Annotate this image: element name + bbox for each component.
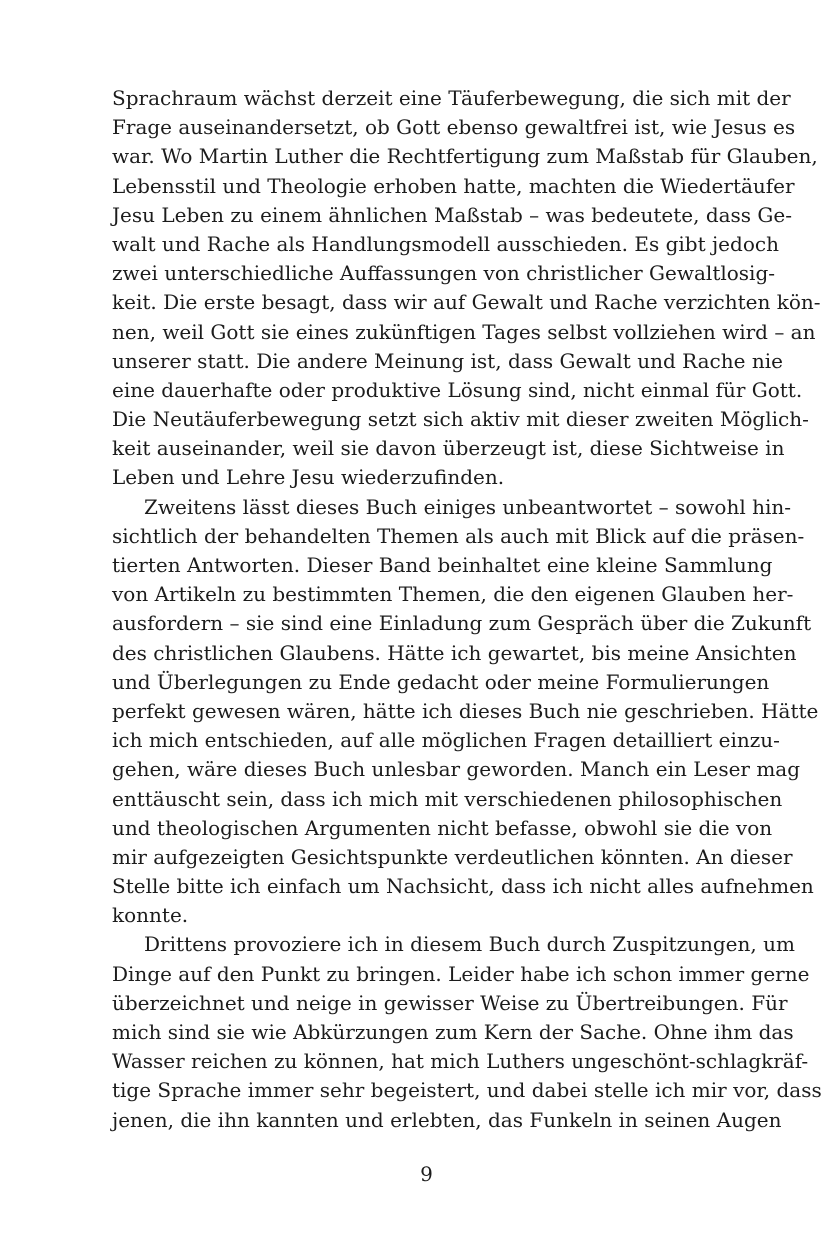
- page-body: [112, 84, 822, 1135]
- text-line: des christlichen Glaubens. Hätte ich gewartet, bis meine Ansichten: [112, 640, 797, 665]
- text-line: Wasser reichen zu können, hat mich Luthers ungeschönt-schlagkräf-: [112, 1049, 809, 1074]
- text-line: mich sind sie wie Abkürzungen zum Kern der Sache. Ohne ihm das: [112, 1020, 794, 1044]
- text-line: Lebensstil und Theologie erhoben hatte, machten die Wiedertäufer: [112, 173, 795, 198]
- paragraph-2: [112, 493, 819, 931]
- text-line: Frage auseinandersetzt, ob Gott ebenso gewaltfrei ist, wie Jesus es: [112, 115, 796, 140]
- text-line: von Artikeln zu bestimmten Themen, die den eigenen Glauben her-: [112, 582, 794, 607]
- text-line: Drittens provoziere ich in diesem Buch durch Zuspitzungen, um: [144, 932, 795, 957]
- text-line: Jesu Leben zu einem ähnlichen Maßstab – was bedeutete, dass Ge-: [112, 202, 792, 227]
- text-line: Dinge auf den Punkt zu bringen. Leider habe ich schon immer gerne: [112, 961, 810, 986]
- text-line: nen, weil Gott sie eines zukünftigen Tages selbst vollziehen wird – an: [112, 319, 816, 344]
- text-line: ich mich entschieden, auf alle möglichen Fragen detailliert einzu-: [112, 728, 780, 753]
- text-line: konnte.: [112, 903, 189, 928]
- text-line: jenen, die ihn kannten und erlebten, das Funkeln in seinen Augen: [112, 1107, 782, 1132]
- text-line: walt und Rache als Handlungsmodell ausschieden. Es gibt jedoch: [112, 231, 779, 256]
- text-line: sichtlich der behandelten Themen als auch mit Blick auf die präsen-: [112, 523, 805, 548]
- text-line: Die Neutäuferbewegung setzt sich aktiv mit dieser zweiten Möglich-: [112, 407, 809, 432]
- text-line: und Überlegungen zu Ende gedacht oder meine Formulierungen: [112, 669, 770, 694]
- text-line: überzeichnet und neige in gewisser Weise zu Übertreibungen. Für: [112, 990, 788, 1015]
- text-line: eine dauerhafte oder produktive Lösung sind, nicht einmal für Gott.: [112, 377, 803, 402]
- text-line: zwei unterschiedliche Auffassungen von christlicher Gewaltlosig-: [112, 261, 776, 286]
- text-line: tierten Antworten. Dieser Band beinhaltet eine kleine Sammlung: [112, 553, 773, 577]
- text-line: keit. Die erste besagt, dass wir auf Gewalt und Rache verzichten kön-: [112, 290, 821, 315]
- text-line: Sprachraum wächst derzeit eine Täuferbewegung, die sich mit der: [112, 86, 791, 110]
- text-line: perfekt gewesen wären, hätte ich dieses Buch nie geschrieben. Hätte: [112, 698, 819, 723]
- text-line: Stelle bitte ich einfach um Nachsicht, dass ich nicht alles aufnehmen: [112, 874, 814, 899]
- text-line: mir aufgezeigten Gesichtspunkte verdeutlichen könnten. An dieser: [112, 844, 793, 869]
- text-line: enttäuscht sein, dass ich mich mit verschiedenen philosophischen: [112, 786, 783, 811]
- text-line: tige Sprache immer sehr begeistert, und dabei stelle ich mir vor, dass: [112, 1078, 822, 1103]
- paragraph-1: [112, 84, 821, 493]
- text-line: Leben und Lehre Jesu wiederzufinden.: [112, 465, 505, 490]
- page-number: 9: [420, 1162, 433, 1186]
- text-line: und theologischen Argumenten nicht befasse, obwohl sie die von: [112, 815, 773, 840]
- paragraph-3: [112, 930, 822, 1134]
- text-line: gehen, wäre dieses Buch unlesbar geworden. Manch ein Leser mag: [112, 757, 801, 782]
- text-line: unserer statt. Die andere Meinung ist, dass Gewalt und Rache nie: [112, 348, 783, 373]
- text-line: ausfordern – sie sind eine Einladung zum Gespräch über die Zukunft: [112, 611, 812, 636]
- text-line: keit auseinander, weil sie davon überzeugt ist, diese Sichtweise in: [112, 436, 785, 461]
- text-line: war. Wo Martin Luther die Rechtfertigung zum Maßstab für Glauben,: [112, 144, 818, 169]
- text-line: Zweitens lässt dieses Buch einiges unbeantwortet – sowohl hin-: [144, 494, 792, 519]
